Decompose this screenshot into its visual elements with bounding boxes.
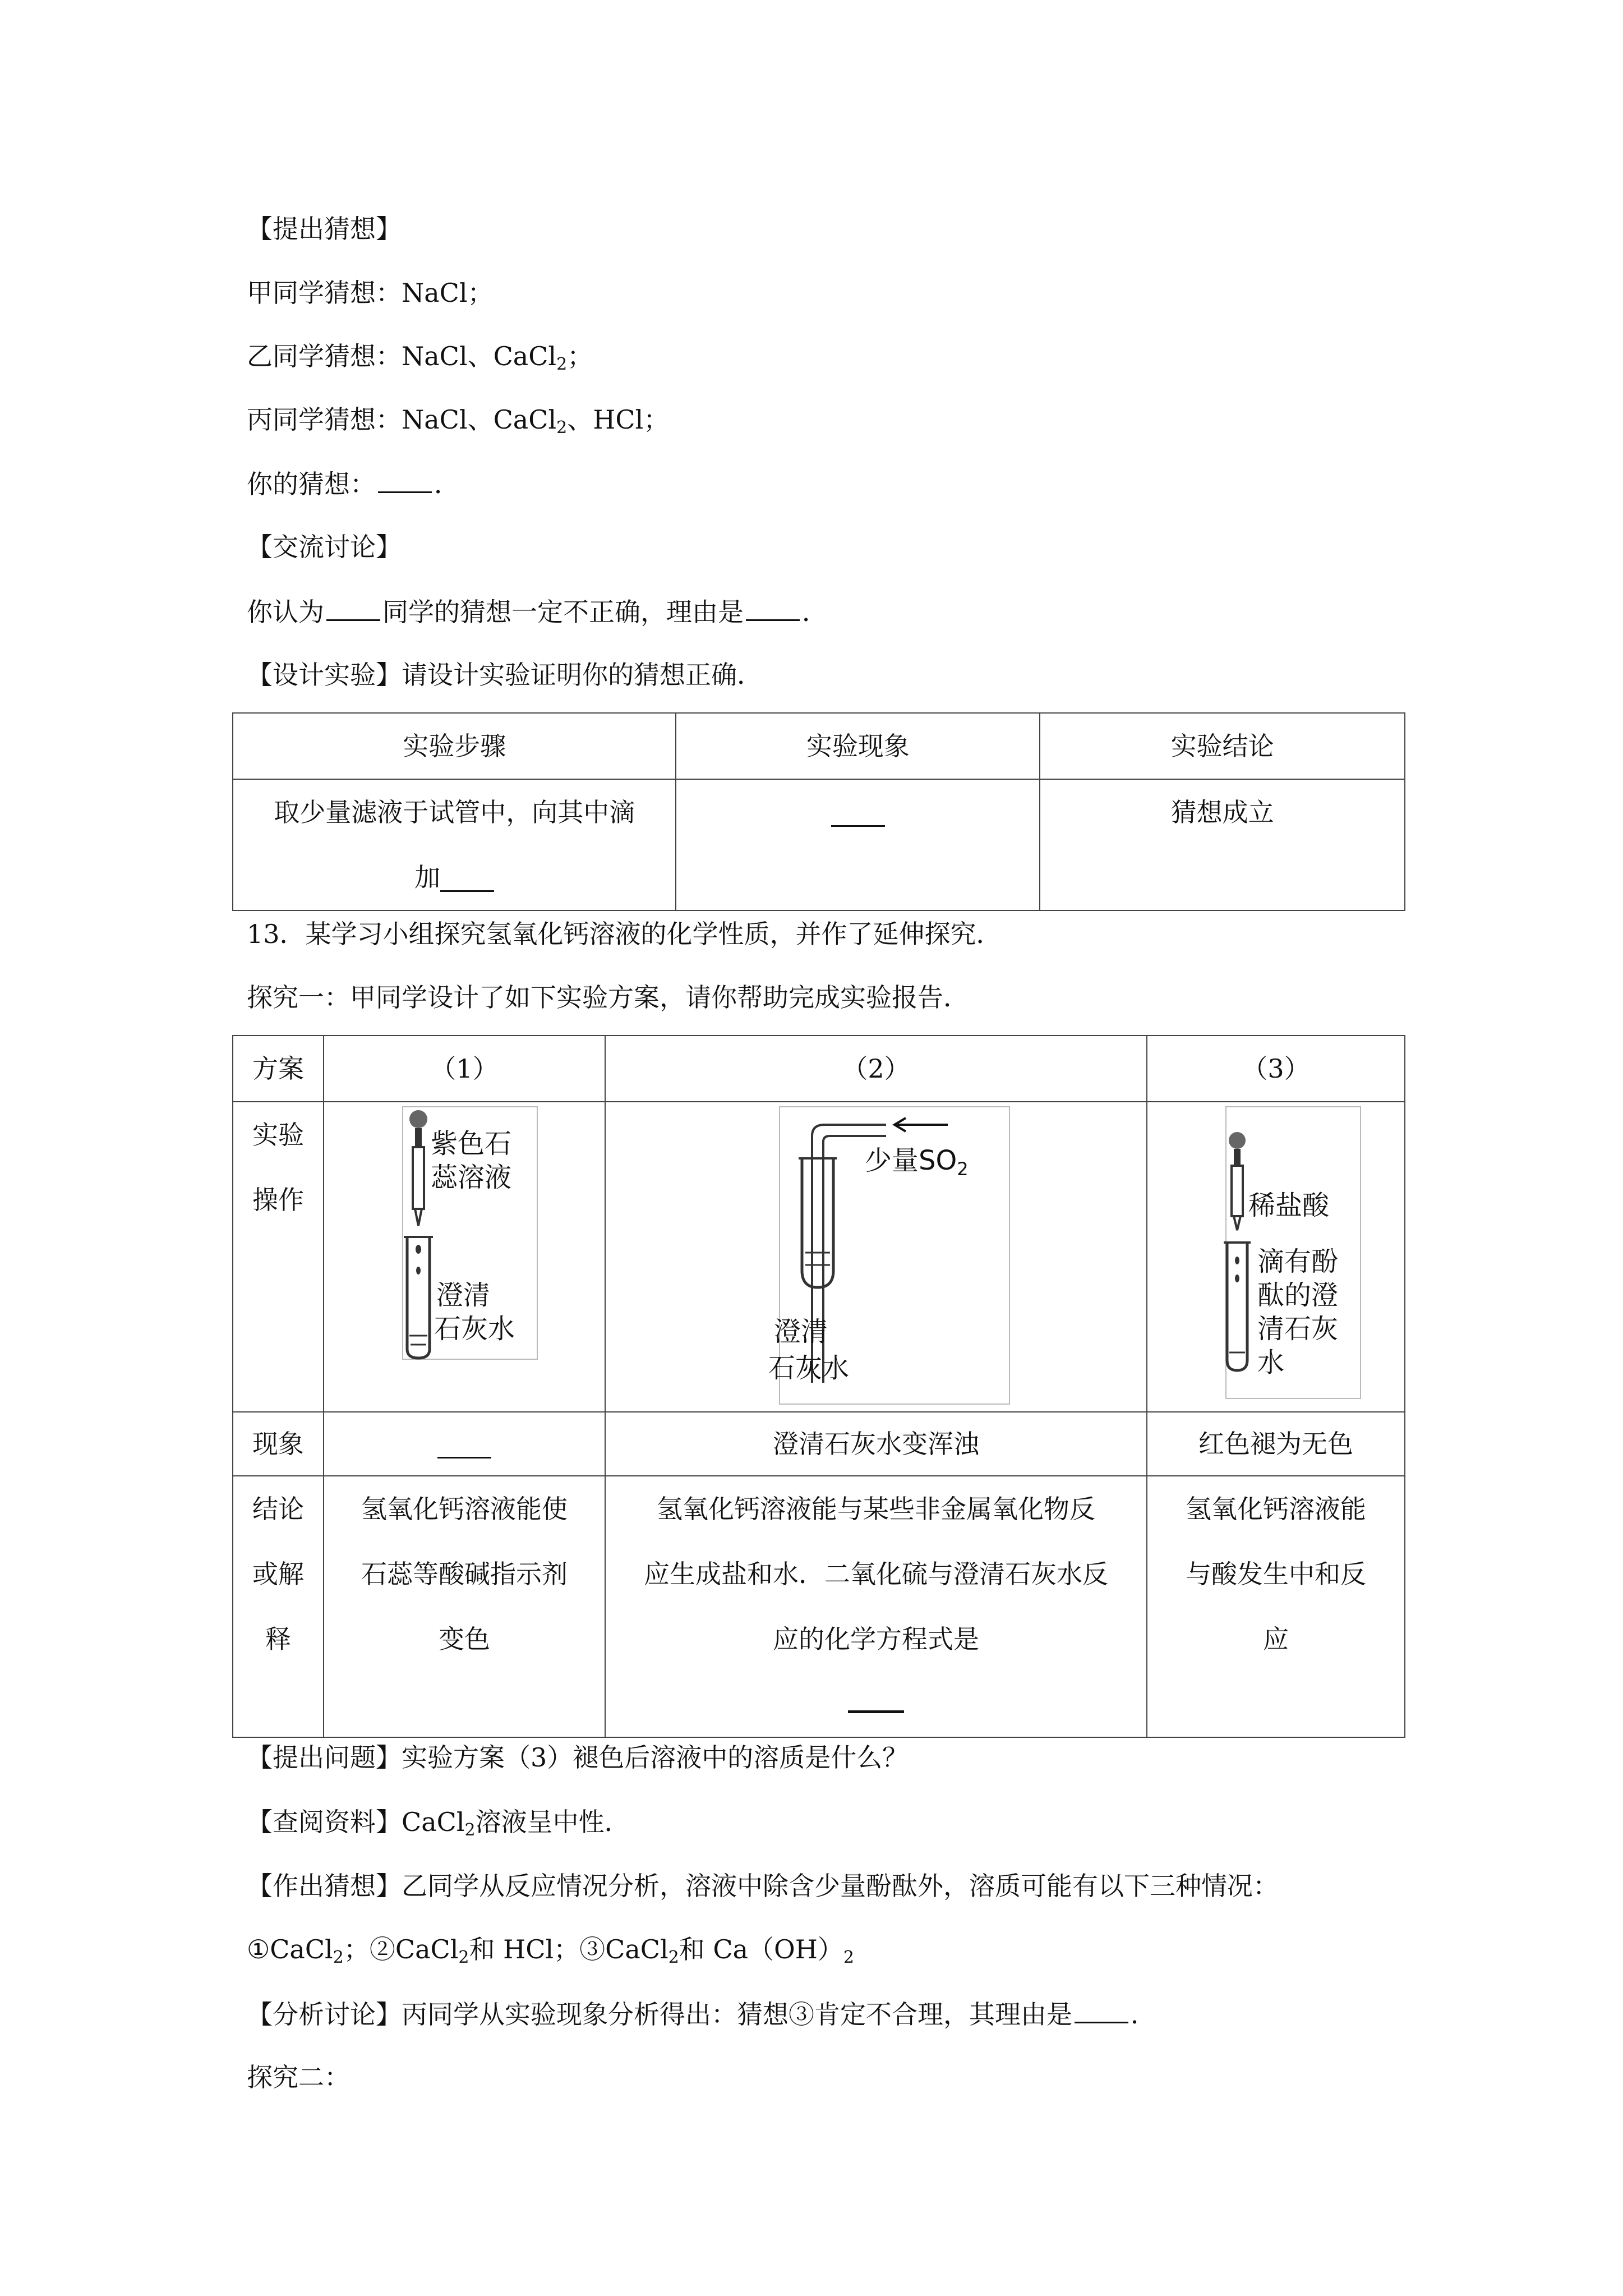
answer-blank[interactable] xyxy=(378,467,432,493)
table-cell-conclusion: 猜想成立 xyxy=(1040,779,1405,910)
experiment-table xyxy=(232,712,1405,911)
table-cell-step: 取少量滤液于试管中，向其中滴 加 xyxy=(233,779,676,910)
answer-blank[interactable] xyxy=(848,1688,904,1713)
answer-blank[interactable] xyxy=(437,1434,491,1458)
plan-table xyxy=(232,1035,1405,1738)
phenomenon-3: 红色褪为无色 xyxy=(1147,1412,1405,1476)
dropper-bulb-icon xyxy=(1229,1132,1246,1149)
test-tube-icon xyxy=(802,1158,833,1287)
conclusion-2: 氢氧化钙溶液能与某些非金属氧化物反 应生成盐和水．二氧化硫与澄清石灰水反 应的化学方程式是 xyxy=(605,1476,1147,1737)
label-phenolphthalein: 水 xyxy=(1257,1347,1285,1378)
heading-discussion: 【交流讨论】 xyxy=(247,532,402,562)
label-litmus: 紫色石 xyxy=(431,1128,512,1159)
label-limewater: 澄清 xyxy=(436,1280,491,1311)
dropper-bulb-icon xyxy=(409,1110,427,1128)
label-litmus: 蕊溶液 xyxy=(431,1162,512,1193)
design-experiment: 【设计实验】请设计实验证明你的猜想正确． xyxy=(247,660,763,690)
row-label-phenomenon: 现象 xyxy=(233,1412,324,1476)
table-header: （1） xyxy=(324,1036,605,1102)
question-13-title: 13．某学习小组探究氢氧化钙溶液的化学性质，并作了延伸探究． xyxy=(247,919,1002,949)
label-phenolphthalein: 清石灰 xyxy=(1257,1313,1339,1345)
row-label-conclusion: 结论 或解 释 xyxy=(233,1476,324,1737)
table-header: 实验现象 xyxy=(676,713,1040,779)
label-phenolphthalein: 酞的澄 xyxy=(1257,1280,1339,1311)
figure-2-cell xyxy=(605,1102,1147,1412)
table-header: 实验结论 xyxy=(1040,713,1405,779)
answer-blank[interactable] xyxy=(831,803,885,827)
label-so2: 少量$SO_2$ xyxy=(865,1145,969,1180)
table-header: （3） xyxy=(1147,1036,1405,1102)
propose-question: 【提出问题】实验方案（3）褪色后溶液中的溶质是什么？ xyxy=(247,1742,909,1773)
figure-3-cell xyxy=(1147,1102,1405,1412)
conclusion-1: 氢氧化钙溶液能使 石蕊等酸碱指示剂 变色 xyxy=(324,1476,605,1737)
reference-info: 【查阅资料】CaCl$_2$溶液呈中性． xyxy=(247,1807,630,1840)
test-tube-icon xyxy=(407,1237,430,1358)
table-cell-phenomenon xyxy=(676,779,1040,910)
table-header: （2） xyxy=(605,1036,1147,1102)
answer-blank[interactable] xyxy=(326,595,380,621)
table-header: 方案 xyxy=(233,1036,324,1102)
guess-options: ①CaCl$_2$；②CaCl$_2$和 HCl；③CaCl$_2$和 $Ca(OH)_2$ xyxy=(247,1934,854,1967)
heading-propose-guess: 【提出猜想】 xyxy=(247,214,402,244)
label-limewater: 石灰水 xyxy=(768,1352,850,1384)
acid-test-figure xyxy=(1147,1102,1404,1405)
discussion-question: 你认为 同学的猜想一定不正确，理由是 ． xyxy=(247,595,828,629)
figure-1-cell xyxy=(324,1102,605,1412)
litmus-test-figure xyxy=(324,1102,605,1405)
label-phenolphthalein: 滴有酚 xyxy=(1257,1246,1339,1277)
guess-bing: 丙同学猜想：NaCl、CaCl$_2$、HCl； xyxy=(247,404,670,438)
answer-blank[interactable] xyxy=(746,595,800,621)
so2-test-figure xyxy=(606,1102,1146,1405)
label-hcl: 稀盐酸 xyxy=(1248,1190,1330,1221)
label-limewater: 澄清 xyxy=(774,1316,828,1347)
answer-blank[interactable] xyxy=(1075,1997,1128,2023)
conclusion-3: 氢氧化钙溶液能 与酸发生中和反 应 xyxy=(1147,1476,1405,1737)
make-guess: 【作出猜想】乙同学从反应情况分析，溶液中除含少量酚酞外，溶质可能有以下三种情况： xyxy=(247,1871,1279,1901)
phenomenon-2: 澄清石灰水变浑浊 xyxy=(605,1412,1147,1476)
analysis-discussion: 【分析讨论】丙同学从实验现象分析得出：猜想③肯定不合理，其理由是 ． xyxy=(247,1997,1156,2031)
row-label-operation: 实验 操作 xyxy=(233,1102,324,1412)
label-limewater: 石灰水 xyxy=(434,1313,515,1345)
answer-blank[interactable] xyxy=(440,868,494,892)
dropper-icon xyxy=(413,1147,424,1209)
guess-jia: 甲同学猜想：NaCl； xyxy=(247,278,494,308)
phenomenon-1 xyxy=(324,1412,605,1476)
guess-yi: 乙同学猜想：NaCl、CaCl$_2$； xyxy=(247,341,593,374)
dropper-icon xyxy=(1232,1166,1243,1216)
explore-two: 探究二： xyxy=(247,2062,350,2092)
your-guess: 你的猜想： ． xyxy=(247,467,460,501)
table-header: 实验步骤 xyxy=(233,713,676,779)
explore-one: 探究一：甲同学设计了如下实验方案，请你帮助完成实验报告． xyxy=(247,982,969,1013)
